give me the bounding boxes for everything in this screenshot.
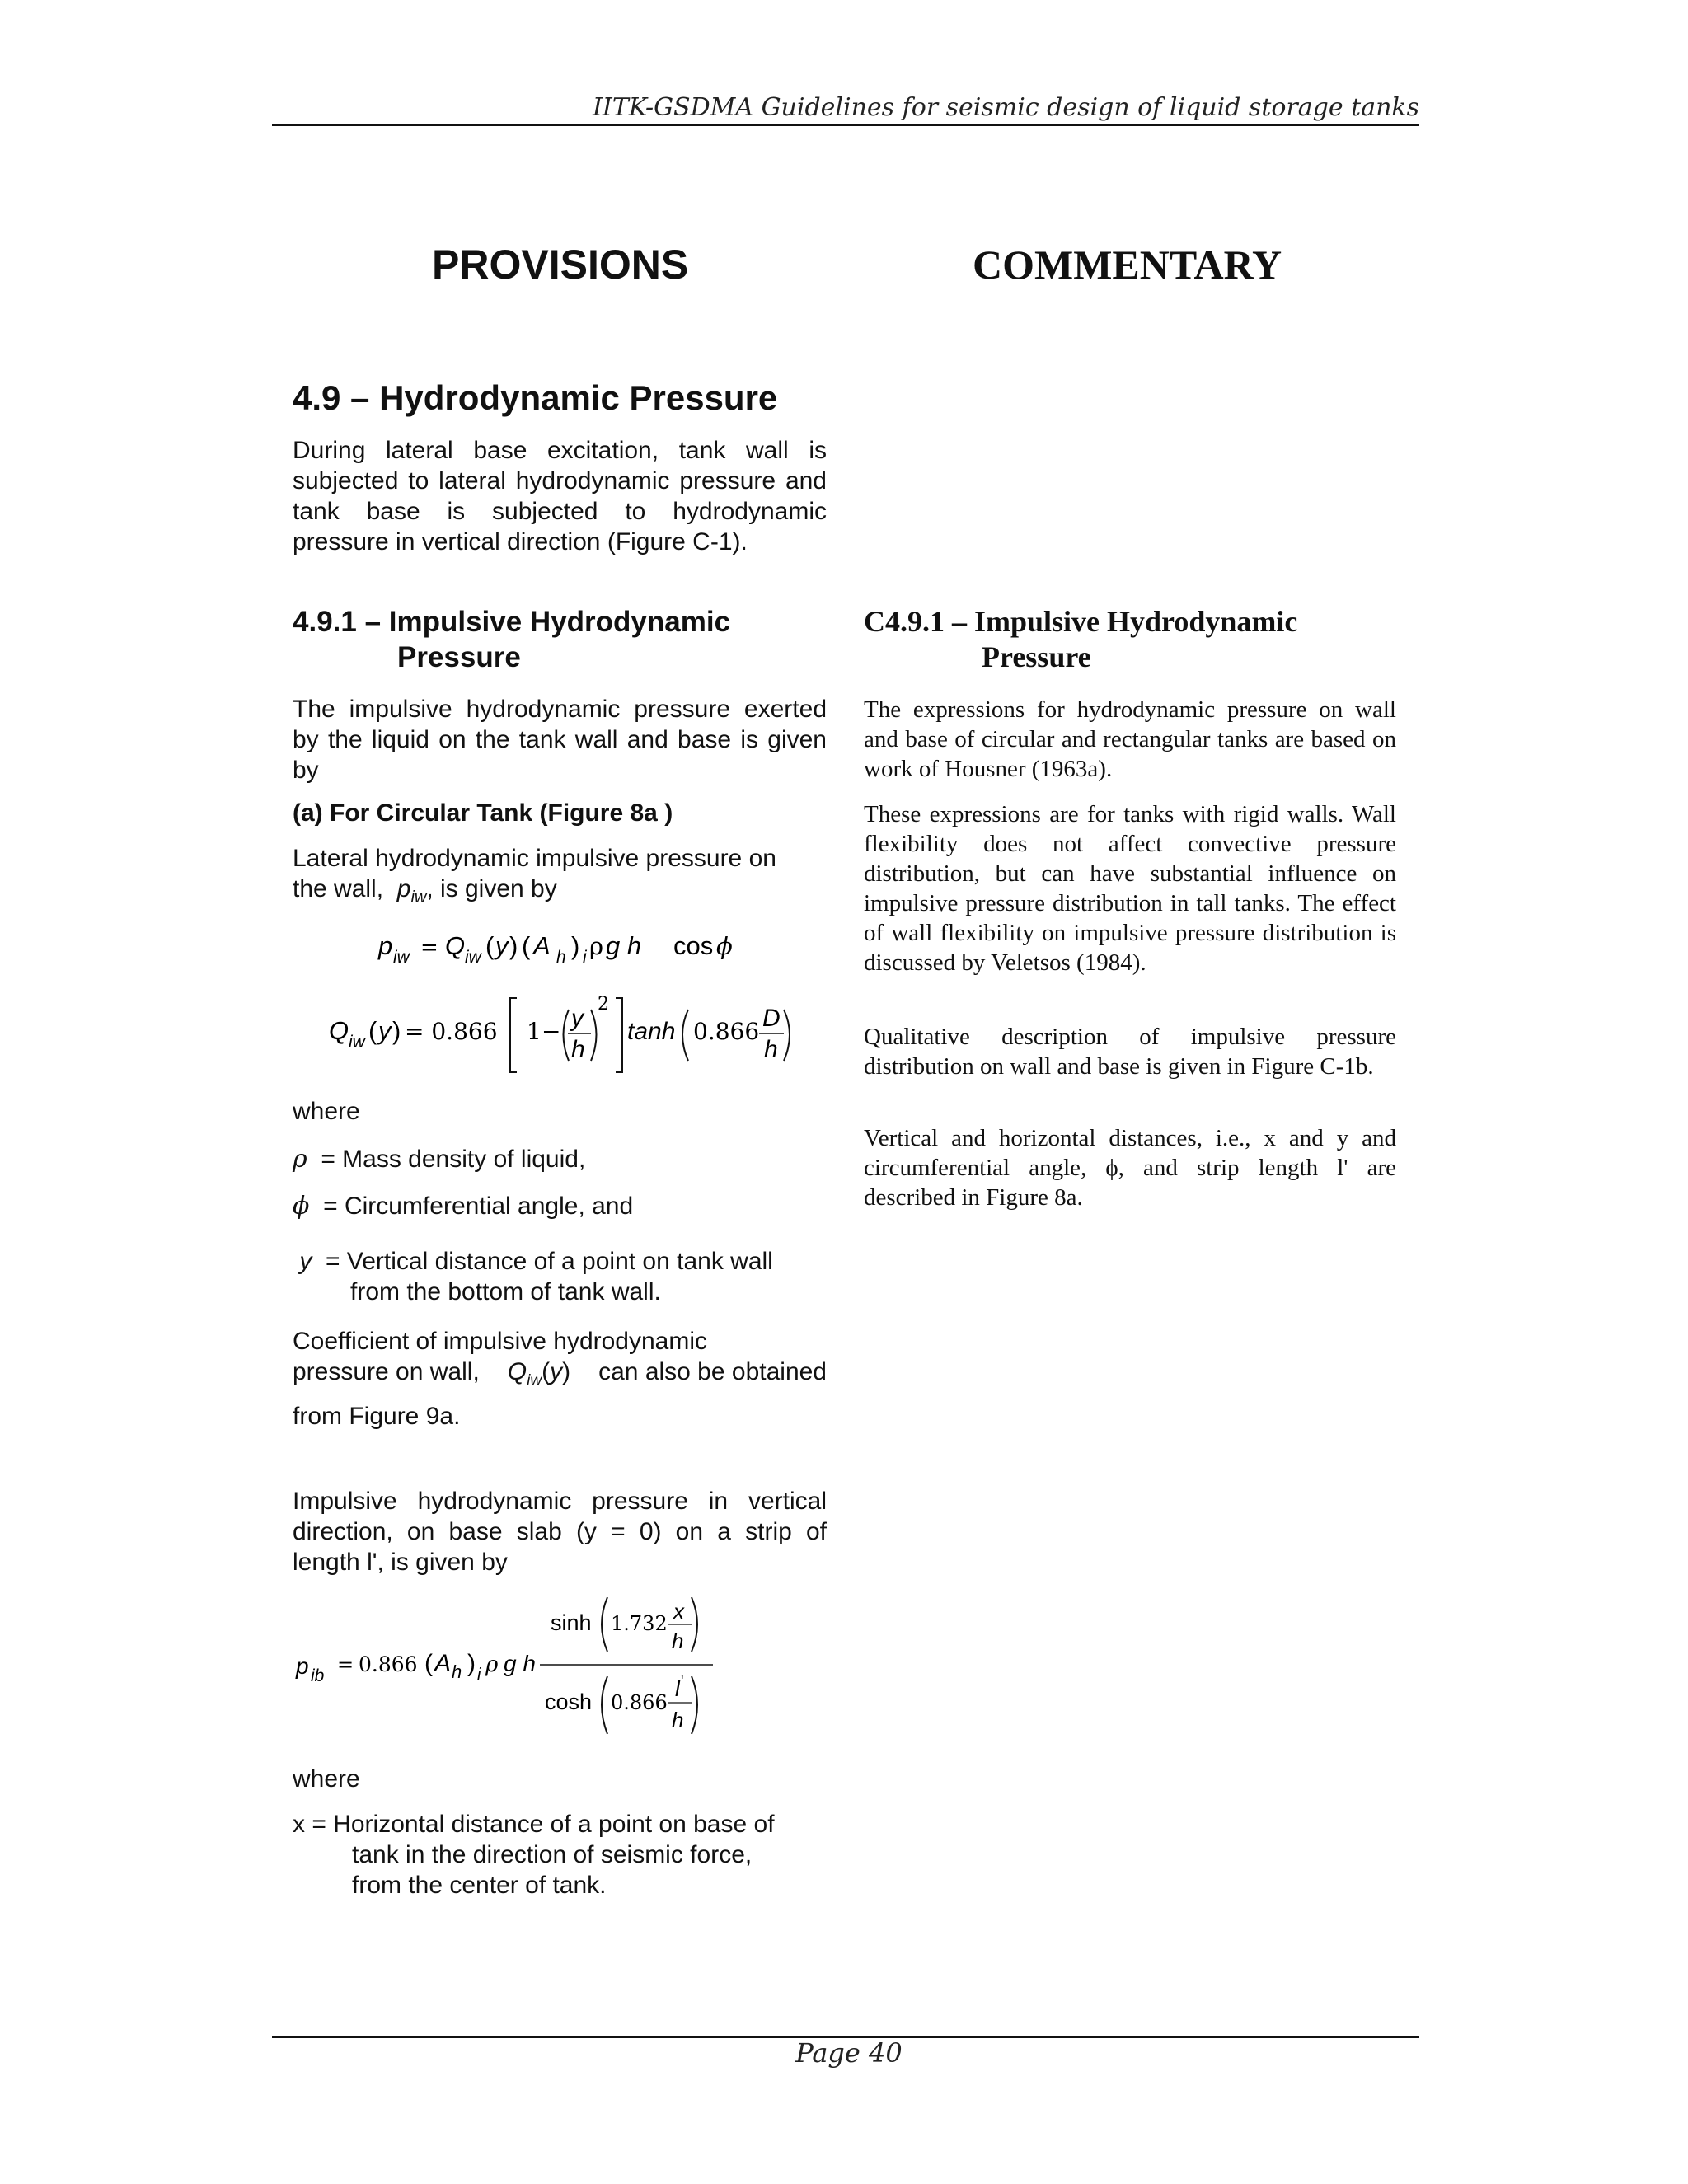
svg-text:0.866: 0.866 — [693, 1018, 760, 1045]
svg-text:(: ( — [522, 931, 531, 960]
definition-x-line2: tank in the direction of seismic force, — [352, 1841, 753, 1868]
definition-y — [293, 1246, 827, 1307]
svg-text:sinh: sinh — [551, 1610, 592, 1635]
svg-text:l: l — [675, 1676, 680, 1701]
vertical-pressure-text: Impulsive hydrodynamic pressure in vertical direction, on base slab (y = 0) on a strip of length l', is given by — [293, 1488, 827, 1576]
definition-rho-text: = Mass density of liquid, — [321, 1146, 586, 1173]
header-rule — [272, 124, 1419, 126]
svg-text:h: h — [556, 948, 566, 967]
svg-text:ϕ: ϕ — [716, 932, 733, 960]
svg-text:1.732: 1.732 — [611, 1612, 668, 1635]
lateral-intro-line1: Lateral hydrodynamic impulsive pressure on — [293, 845, 776, 872]
commentary-title-line2: Pressure — [982, 640, 1091, 673]
where-label-2: where — [293, 1765, 360, 1793]
definition-x — [293, 1809, 827, 1900]
svg-text:(: ( — [424, 1650, 433, 1677]
definition-y-line1 — [293, 1246, 827, 1277]
svg-text:ρ: ρ — [589, 932, 604, 960]
svg-text:h: h — [672, 1708, 684, 1732]
svg-text:y: y — [571, 1005, 584, 1032]
coefficient-note-line3: from Figure 9a. — [293, 1403, 461, 1430]
svg-text:h: h — [452, 1661, 462, 1682]
svg-text:ρ: ρ — [485, 1652, 499, 1677]
svg-text:): ) — [571, 931, 580, 960]
commentary-para-4: Vertical and horizontal distances, i.e., x and y and circumferential angle, ϕ, and strip length l' are described in Figure 8a. — [864, 1125, 1396, 1211]
svg-text:cosh: cosh — [545, 1690, 593, 1714]
coefficient-note-prefix: pressure on wall, — [293, 1358, 480, 1385]
qiw-symbol: $Q_{iw}(y)$ — [507, 1358, 571, 1390]
svg-text:x: x — [673, 1599, 684, 1624]
svg-text:tanh: tanh — [627, 1018, 676, 1045]
commentary-heading: COMMENTARY — [973, 241, 1282, 288]
svg-text:2: 2 — [598, 994, 609, 1015]
svg-text:i: i — [583, 948, 587, 967]
formula-piw — [375, 921, 771, 971]
definition-x-line3: from the center of tank. — [352, 1872, 607, 1899]
svg-text:= 0.866: = 0.866 — [405, 1018, 498, 1045]
definition-y-line2: from the bottom of tank wall. — [350, 1278, 661, 1305]
svg-text:Q: Q — [445, 931, 466, 960]
svg-text:): ) — [509, 931, 518, 960]
definition-x-line1: x = Horizontal distance of a point on base of — [293, 1811, 775, 1838]
svg-text:(: ( — [368, 1016, 377, 1045]
formula-pib — [293, 1589, 721, 1746]
phi-symbol: ϕ — [293, 1192, 310, 1221]
subsection-intro: The impulsive hydrodynamic pressure exerted by the liquid on the tank wall and base is given by — [293, 696, 827, 784]
svg-text:0.866: 0.866 — [611, 1691, 668, 1714]
svg-text:): ) — [392, 1016, 401, 1045]
definition-y-text: = Vertical distance of a point on tank wall — [326, 1248, 773, 1275]
rho-symbol: ρ — [293, 1145, 307, 1174]
svg-text:1: 1 — [527, 1018, 542, 1045]
lateral-intro — [293, 843, 827, 913]
svg-text:(: ( — [485, 931, 495, 960]
svg-text:=: = — [337, 1653, 354, 1676]
formula-qiw — [326, 985, 795, 1076]
svg-text:iw: iw — [349, 1033, 365, 1052]
svg-text:iw: iw — [393, 948, 410, 967]
svg-text:y: y — [495, 931, 509, 960]
circular-tank-heading: (a) For Circular Tank (Figure 8a ) — [293, 799, 673, 827]
piw-symbol: $p_{iw}$ — [396, 875, 427, 907]
definition-rho — [293, 1144, 827, 1174]
definition-phi — [293, 1191, 827, 1221]
coefficient-note-line2 — [293, 1357, 827, 1396]
coefficient-note — [293, 1326, 827, 1432]
commentary-para-1: The expressions for hydrodynamic pressure on wall and base of circular and rectangular tanks are based on work of Housner (1963a). — [864, 696, 1396, 782]
svg-text:): ) — [467, 1650, 476, 1677]
svg-text:iw: iw — [465, 948, 481, 967]
commentary-title-line1: C4.9.1 – Impulsive Hydrodynamic — [864, 605, 1298, 638]
lateral-intro-prefix: the wall, — [293, 875, 384, 902]
svg-text:0.866: 0.866 — [359, 1652, 418, 1676]
svg-text:p: p — [378, 931, 393, 960]
svg-text:D: D — [762, 1005, 781, 1032]
y-symbol: y — [299, 1248, 312, 1275]
svg-text:A: A — [533, 931, 551, 960]
commentary-para-2: These expressions are for tanks with rigid walls. Wall flexibility does not affect convective pressure distribution, but can have substantial influence on impulsive pressure distribution in tall tanks. The effect of wall flexibility on impulsive pressure distribution is discussed by Veletsos (1984). — [864, 801, 1396, 976]
svg-text:p: p — [296, 1653, 309, 1679]
svg-text:h: h — [571, 1036, 585, 1063]
svg-text:h: h — [672, 1629, 684, 1653]
provisions-heading: PROVISIONS — [432, 241, 689, 288]
definition-phi-text: = Circumferential angle, and — [323, 1193, 634, 1220]
formula-piw-svg — [375, 921, 771, 971]
svg-text:A: A — [434, 1650, 452, 1677]
svg-text:Q: Q — [329, 1016, 349, 1045]
svg-text:g h: g h — [606, 931, 642, 960]
section-intro: During lateral base excitation, tank wall is subjected to lateral hydrodynamic pressure and tank base is subjected to hydrodynamic pressure in vertical direction (Figure C-1). — [293, 437, 827, 555]
coefficient-note-line1: Coefficient of impulsive hydrodynamic — [293, 1328, 708, 1355]
svg-text:': ' — [681, 1673, 684, 1690]
commentary-subsection-title — [864, 604, 1396, 675]
subsection-title — [293, 604, 827, 675]
svg-text:=: = — [420, 935, 438, 960]
running-head: IITK-GSDMA Guidelines for seismic design of liquid storage tanks — [593, 93, 1419, 122]
formula-pib-svg — [293, 1589, 721, 1746]
svg-text:cos: cos — [673, 931, 714, 960]
svg-text:h: h — [764, 1036, 778, 1063]
formula-qiw-svg — [326, 985, 795, 1076]
commentary-para-3: Qualitative description of impulsive pressure distribution on wall and base is given in Figure C-1b. — [864, 1024, 1396, 1080]
lateral-intro-line2 — [293, 874, 827, 913]
svg-text:i: i — [477, 1666, 481, 1684]
subsection-title-line1: 4.9.1 – Impulsive Hydrodynamic — [293, 606, 731, 638]
page-number: Page 40 — [795, 2037, 903, 2069]
svg-text:y: y — [378, 1016, 392, 1045]
section-title: 4.9 – Hydrodynamic Pressure — [293, 378, 778, 417]
svg-text:g h: g h — [504, 1651, 536, 1676]
coefficient-note-suffix: can also be obtained — [598, 1358, 827, 1385]
subsection-title-line2: Pressure — [397, 641, 521, 673]
where-label-1: where — [293, 1098, 360, 1125]
svg-text:ib: ib — [311, 1666, 325, 1685]
lateral-intro-suffix: , is given by — [426, 875, 557, 902]
svg-text:−: − — [542, 1018, 561, 1045]
